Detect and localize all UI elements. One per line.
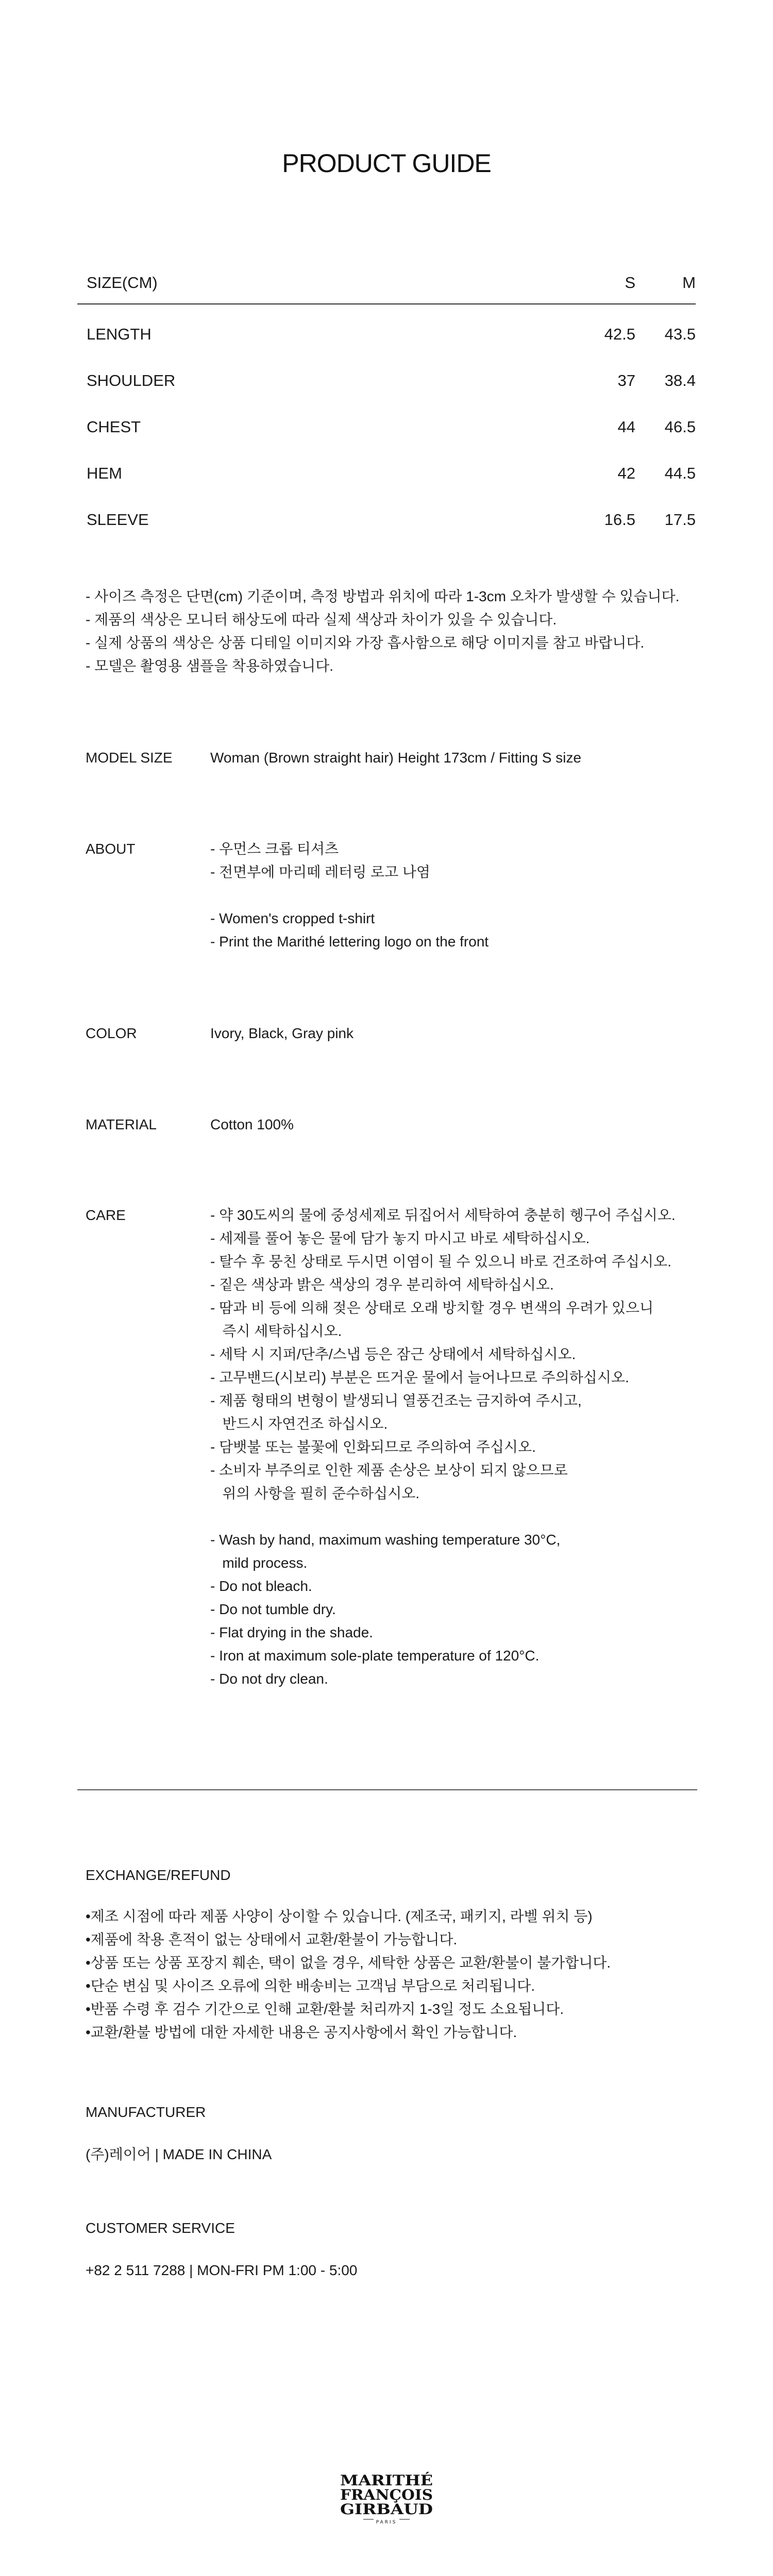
row-m-value: 46.5 <box>664 418 696 436</box>
row-m-value: 44.5 <box>664 464 696 482</box>
row-label: LENGTH <box>87 325 152 343</box>
care-line: 반드시 자연건조 하십시오. <box>210 1416 388 1432</box>
size-header-label: SIZE(CM) <box>87 274 158 292</box>
list-item: •반품 수령 후 검수 기간으로 인해 교환/환불 처리까지 1-3일 정도 소요됩니다. <box>86 2001 564 2017</box>
about-line: - 우먼스 크롭 티셔츠 <box>210 841 339 857</box>
material-value: Cotton 100% <box>210 1116 294 1132</box>
care-label: CARE <box>86 1207 126 1223</box>
table-row <box>77 490 696 536</box>
row-m-value: 17.5 <box>664 511 696 529</box>
list-item: •단순 변심 및 사이즈 오류에 의한 배송비는 고객님 부담으로 처리됩니다. <box>86 1978 535 1994</box>
list-item: •제조 시점에 따라 제품 사양이 상이할 수 있습니다. (제조국, 패키지, 라벨 위치 등) <box>86 1908 593 1924</box>
note-line: - 모델은 촬영용 샘플을 착용하였습니다. <box>86 658 333 674</box>
row-label: CHEST <box>87 418 141 436</box>
note-line: - 실제 상품의 색상은 상품 디테일 이미지와 가장 흡사함으로 해당 이미지를 참고 바랍니다. <box>86 635 645 651</box>
list-item: •제품에 착용 흔적이 없는 상태에서 교환/환불이 가능합니다. <box>86 1931 458 1947</box>
care-line: - Wash by hand, maximum washing temperature 30°C, <box>210 1532 561 1548</box>
list-item: •교환/환불 방법에 대한 자세한 내용은 공지사항에서 확인 가능합니다. <box>86 2024 517 2040</box>
table-row <box>77 444 696 490</box>
note-line: - 사이즈 측정은 단면(cm) 기준이며, 측정 방법과 위치에 따라 1-3cm 오차가 발생할 수 있습니다. <box>86 588 680 604</box>
row-label: SHOULDER <box>87 371 176 389</box>
about-label: ABOUT <box>86 841 136 857</box>
care-line: - Flat drying in the shade. <box>210 1624 373 1640</box>
care-line: - 땀과 비 등에 의해 젖은 상태로 오래 방치할 경우 변색의 우려가 있으니 <box>210 1300 654 1316</box>
color-value: Ivory, Black, Gray pink <box>210 1025 354 1041</box>
customer-service-title: CUSTOMER SERVICE <box>86 2220 235 2236</box>
model-size-label: MODEL SIZE <box>86 750 173 766</box>
model-size-value: Woman (Brown straight hair) Height 173cm / Fitting S size <box>210 750 581 766</box>
size-header-s: S <box>625 274 635 292</box>
care-line: - Do not bleach. <box>210 1578 312 1594</box>
page-title: PRODUCT GUIDE <box>282 149 491 178</box>
size-notes <box>86 585 704 677</box>
care-line: - 제품 형태의 변형이 발생되니 열풍건조는 금지하여 주시고, <box>210 1393 582 1409</box>
logo-line-1: MARITHÉ <box>340 2472 433 2489</box>
care-line: - 담뱃불 또는 불꽃에 인화되므로 주의하여 주십시오. <box>210 1439 536 1455</box>
care-text <box>210 1204 705 1690</box>
about-line: - Print the Marithé lettering logo on the front <box>210 934 489 950</box>
row-s-value: 37 <box>617 371 635 389</box>
size-table-header <box>77 270 696 304</box>
care-line: - Do not tumble dry. <box>210 1601 336 1617</box>
care-line: mild process. <box>210 1555 308 1571</box>
about-line: - Women's cropped t-shirt <box>210 910 375 926</box>
care-line: - Iron at maximum sole-plate temperature of 120°C. <box>210 1648 540 1664</box>
note-line: - 제품의 색상은 모니터 해상도에 따라 실제 색상과 차이가 있을 수 있습니다. <box>86 612 557 628</box>
material-label: MATERIAL <box>86 1116 157 1132</box>
table-row <box>77 351 696 397</box>
row-s-value: 42.5 <box>604 325 635 343</box>
row-m-value: 38.4 <box>664 371 696 389</box>
care-line: - 약 30도씨의 물에 중성세제로 뒤집어서 세탁하여 충분히 헹구어 주십시오. <box>210 1207 676 1223</box>
care-line: - Do not dry clean. <box>210 1671 328 1687</box>
logo-line-2: FRANÇOIS <box>340 2486 433 2503</box>
manufacturer-value: (주)레이어 | MADE IN CHINA <box>86 2146 272 2162</box>
row-s-value: 42 <box>617 464 635 482</box>
exchange-list <box>86 1905 704 2044</box>
care-line: - 고무밴드(시보리) 부분은 뜨거운 물에서 늘어나므로 주의하십시오. <box>210 1369 629 1385</box>
care-line: - 세제를 풀어 놓은 물에 담가 놓지 마시고 바로 세탁하십시오. <box>210 1230 590 1246</box>
row-s-value: 16.5 <box>604 511 635 529</box>
care-line: - 탈수 후 뭉친 상태로 두시면 이염이 될 수 있으니 바로 건조하여 주십시오. <box>210 1253 671 1269</box>
size-header-m: M <box>682 274 696 292</box>
exchange-title: EXCHANGE/REFUND <box>86 1867 231 1883</box>
table-row <box>77 397 696 444</box>
row-m-value: 43.5 <box>664 325 696 343</box>
spacer <box>210 884 705 907</box>
list-item: •상품 또는 상품 포장지 훼손, 택이 없을 경우, 세탁한 상품은 교환/환불이 불가합니다. <box>86 1955 611 1971</box>
care-line: - 짙은 색상과 밝은 색상의 경우 분리하여 세탁하십시오. <box>210 1277 554 1293</box>
row-s-value: 44 <box>617 418 635 436</box>
customer-service-value: +82 2 511 7288 | MON-FRI PM 1:00 - 5:00 <box>86 2262 358 2278</box>
care-line: 즉시 세탁하십시오. <box>210 1323 342 1339</box>
size-table <box>77 270 696 536</box>
logo-line-4: PARIS <box>376 2520 397 2525</box>
table-row <box>77 304 696 351</box>
brand-logo <box>335 2470 438 2532</box>
section-divider <box>77 1789 697 1790</box>
care-line: 위의 사항을 필히 준수하십시오. <box>210 1485 420 1501</box>
color-label: COLOR <box>86 1025 137 1041</box>
row-label: HEM <box>87 464 122 482</box>
row-label: SLEEVE <box>87 511 149 529</box>
care-line: - 세탁 시 지퍼/단추/스냅 등은 잠근 상태에서 세탁하십시오. <box>210 1346 576 1362</box>
logo-line-3: GIRBAUD <box>340 2501 433 2518</box>
care-line: - 소비자 부주의로 인한 제품 손상은 보상이 되지 않으므로 <box>210 1462 568 1478</box>
about-line: - 전면부에 마리떼 레터링 로고 나염 <box>210 864 430 880</box>
about-text <box>210 837 705 953</box>
manufacturer-title: MANUFACTURER <box>86 2104 206 2120</box>
spacer <box>210 1505 705 1528</box>
